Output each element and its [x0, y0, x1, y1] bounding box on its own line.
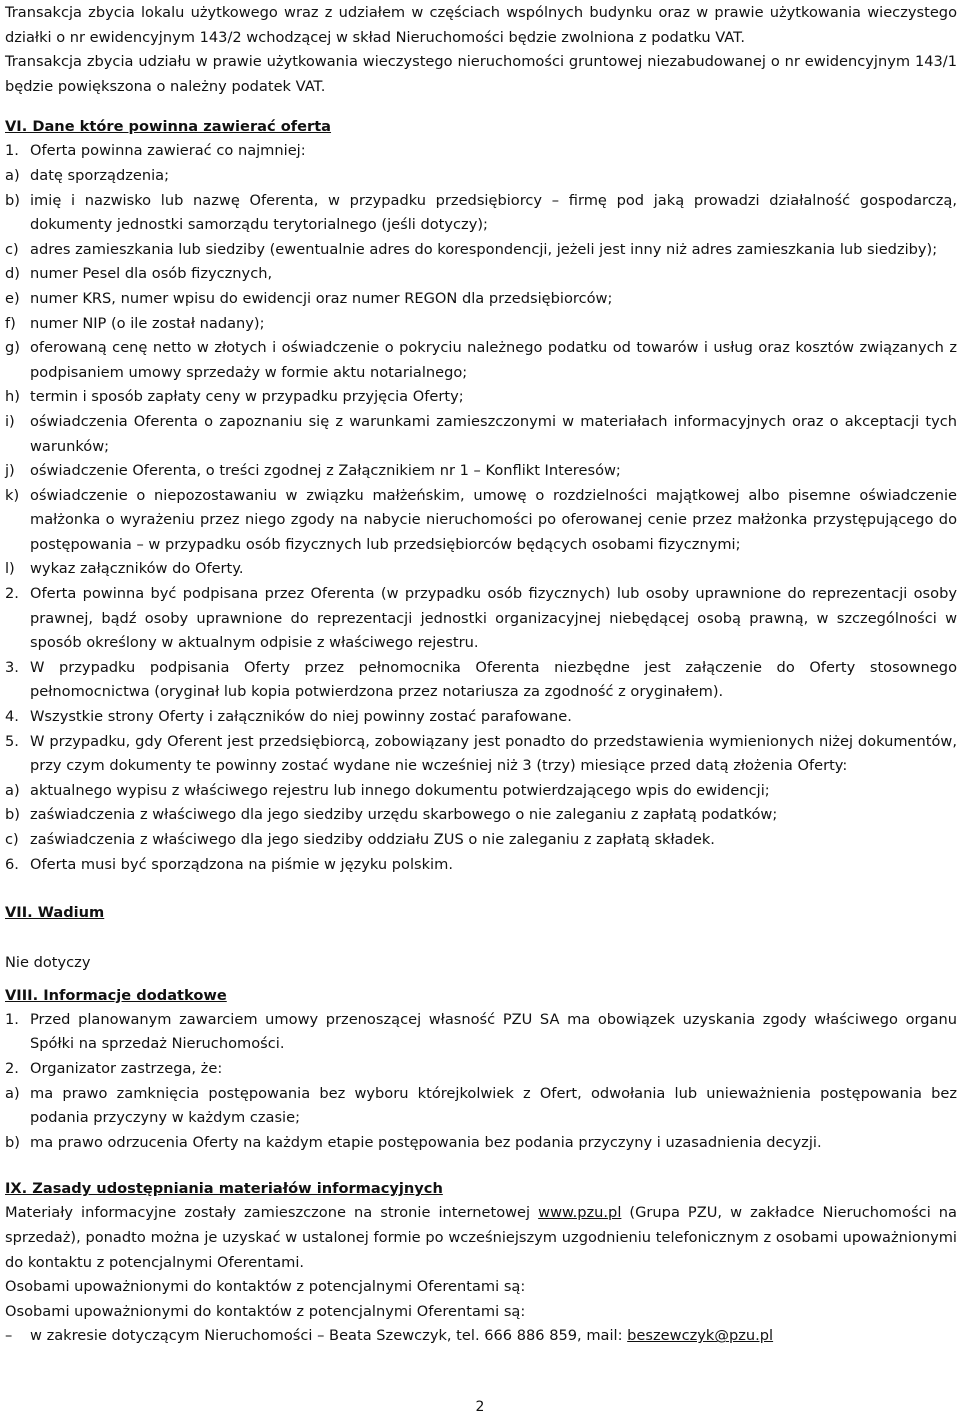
section-6-heading: VI. Dane które powinna zawierać oferta — [5, 118, 332, 136]
s6-item-6: 6. Oferta musi być sporządzona na piśmie w języku polskim. — [5, 855, 453, 873]
s6-item-2: 2. Oferta powinna być podpisana przez Oferenta (w przypadku osób fizycznych) lub osoby uprawnione do reprezentacji osoby prawnej, bądź osoby uprawnione do reprezentacji jednostki organizacyjnej niebędącej osobą prawną, w szczególności w sposób określony w aktualnym odpisie z właściwego rejestru. — [5, 585, 957, 652]
dash-bullet: – — [5, 1327, 13, 1345]
list-item: l) wykaz załączników do Oferty. — [5, 560, 244, 578]
section-9-paragraph-1: Materiały informacyjne zostały zamieszczone na stronie internetowej www.pzu.pl (Grupa PZU, w zakładce Nieruchomości na sprzedaż), ponadto można je uzyskać w ustalonej formie po wcześniejszym uzgodnieniu telefonicznym z osobami upoważnionymi do kontaktu z potencjalnymi Oferentami. — [5, 1204, 957, 1271]
s8-item-2: 2. Organizator zastrzega, że: — [5, 1059, 223, 1077]
contact-email-link[interactable]: beszewczyk@pzu.pl — [627, 1327, 774, 1345]
list-item: c) zaświadczenia z właściwego dla jego siedziby oddziału ZUS o nie zaleganiu z zapłatą składek. — [5, 831, 715, 848]
pzu-website-link[interactable]: www.pzu.pl — [538, 1204, 622, 1222]
s6-item-1-number: 1. — [5, 142, 19, 160]
section-9-paragraph-3: Osobami upoważnionymi do kontaktów z potencjalnymi Oferentami są: — [5, 1302, 526, 1320]
list-item: a) aktualnego wypisu z właściwego rejestru lub innego dokumentu potwierdzającego wpis do ewidencji; — [5, 781, 770, 799]
s8-item-2-sublist — [5, 1082, 957, 1156]
contact-item: – w zakresie dotyczącym Nieruchomości – Beata Szewczyk, tel. 666 886 859, mail: beszewczyk@pzu.pl — [5, 1324, 957, 1349]
list-item: g) oferowaną cenę netto w złotych i oświadczenie o pokryciu należnego podatku od towarów i usług oraz kosztów związanych z podpisaniem umowy sprzedaży w formie aktu notarialnego; — [5, 339, 957, 381]
s6-item-3: 3. W przypadku podpisania Oferty przez pełnomocnika Oferenta niezbędne jest załączenie do Oferty stosownego pełnomocnictwa (oryginał lub kopia potwierdzona przez notariusza za zgodność z oryginałem). — [5, 658, 957, 701]
intro-paragraph-1: Transakcja zbycia lokalu użytkowego wraz z udziałem w częściach wspólnych budynku oraz w prawie użytkowania wieczystego działki o nr ewidencyjnym 143/2 wchodzącej w skład Nieruchomości będzie zwolniona z podatku VAT. — [5, 4, 957, 46]
list-item: a) ma prawo zamknięcia postępowania bez wyboru którejkolwiek z Ofert, odwołania lub unieważnienia postępowania bez podania przyczyny w każdym czasie; — [5, 1084, 957, 1127]
list-item: e) numer KRS, numer wpisu do ewidencji oraz numer REGON dla przedsiębiorców; — [5, 289, 613, 307]
s6-item-4: 4. Wszystkie strony Oferty i załączników do niej powinny zostać parafowane. — [5, 708, 572, 726]
s6-item-5-sublist — [5, 779, 957, 853]
list-item: f) numer NIP (o ile został nadany); — [5, 314, 265, 332]
list-item: j) oświadczenie Oferenta, o treści zgodnej z Załącznikiem nr 1 – Konflikt Interesów; — [5, 462, 621, 480]
list-item: i) oświadczenia Oferenta o zapoznaniu się z warunkami zamieszczonymi w materiałach informacyjnych oraz o akceptacji tych warunków; — [5, 412, 957, 455]
section-8-heading: VIII. Informacje dodatkowe — [5, 986, 227, 1004]
s6-item-1-text: Oferta powinna zawierać co najmniej: — [30, 142, 306, 160]
list-item: b) ma prawo odrzucenia Oferty na każdym etapie postępowania bez podania przyczyny i uzasadnienia decyzji. — [5, 1133, 822, 1151]
section-9-heading: IX. Zasady udostępniania materiałów informacyjnych — [5, 1180, 443, 1198]
section-7-heading: VII. Wadium — [5, 904, 105, 922]
s6-item-1-sublist — [5, 164, 957, 582]
section-9-paragraph-2: Osobami upoważnionymi do kontaktów z potencjalnymi Oferentami są: — [5, 1278, 526, 1296]
s6-item-1 — [5, 139, 957, 164]
list-item: b) zaświadczenia z właściwego dla jego siedziby urzędu skarbowego o nie zaleganiu z zapłatą podatków; — [5, 806, 778, 824]
list-item: b) imię i nazwisko lub nazwę Oferenta, w przypadku przedsiębiorcy – firmę pod jaką prowadzi działalność gospodarczą, dokumenty jednostki samorządu terytorialnego (jeśli dotyczy); — [5, 191, 957, 234]
list-item: c) adres zamieszkania lub siedziby (ewentualnie adres do korespondencji, jeżeli jest inny niż adres zamieszkania lub siedziby); — [5, 240, 938, 258]
list-item: a) datę sporządzenia; — [5, 166, 170, 184]
list-item: k) oświadczenie o niepozostawaniu w związku małżeńskim, umowę o rozdzielności majątkowej albo pisemne oświadczenie małżonka o wyrażeniu przez niego zgody na nabycie nieruchomości po oferowanej cenie przez małżonka przystępującego do postępowania – w przypadku osób fizycznych lub przedsiębiorców będących osobami fizycznymi; — [5, 486, 957, 553]
intro-paragraph-2: Transakcja zbycia udziału w prawie użytkowania wieczystego nieruchomości gruntowej niezabudowanej o nr ewidencyjnym 143/1 będzie powiększona o należny podatek VAT. — [5, 53, 957, 95]
s6-item-5: 5. W przypadku, gdy Oferent jest przedsiębiorcą, zobowiązany jest ponadto do przedstawienia wymienionych niżej dokumentów, przy czym dokumenty te powinny zostać wydane nie wcześniej niż 3 (trzy) miesiące przed datą złożenia Oferty: — [5, 732, 957, 775]
document-page — [5, 0, 957, 1349]
list-item: d) numer Pesel dla osób fizycznych, — [5, 265, 273, 283]
page-number: 2 — [475, 1399, 485, 1415]
section-7-text: Nie dotyczy — [5, 954, 91, 972]
list-item: h) termin i sposób zapłaty ceny w przypadku przyjęcia Oferty; — [5, 388, 464, 406]
s8-item-1: 1. Przed planowanym zawarciem umowy przenoszącej własność PZU SA ma obowiązek uzyskania zgody właściwego organu Spółki na sprzedaż Nieruchomości. — [5, 1010, 957, 1053]
